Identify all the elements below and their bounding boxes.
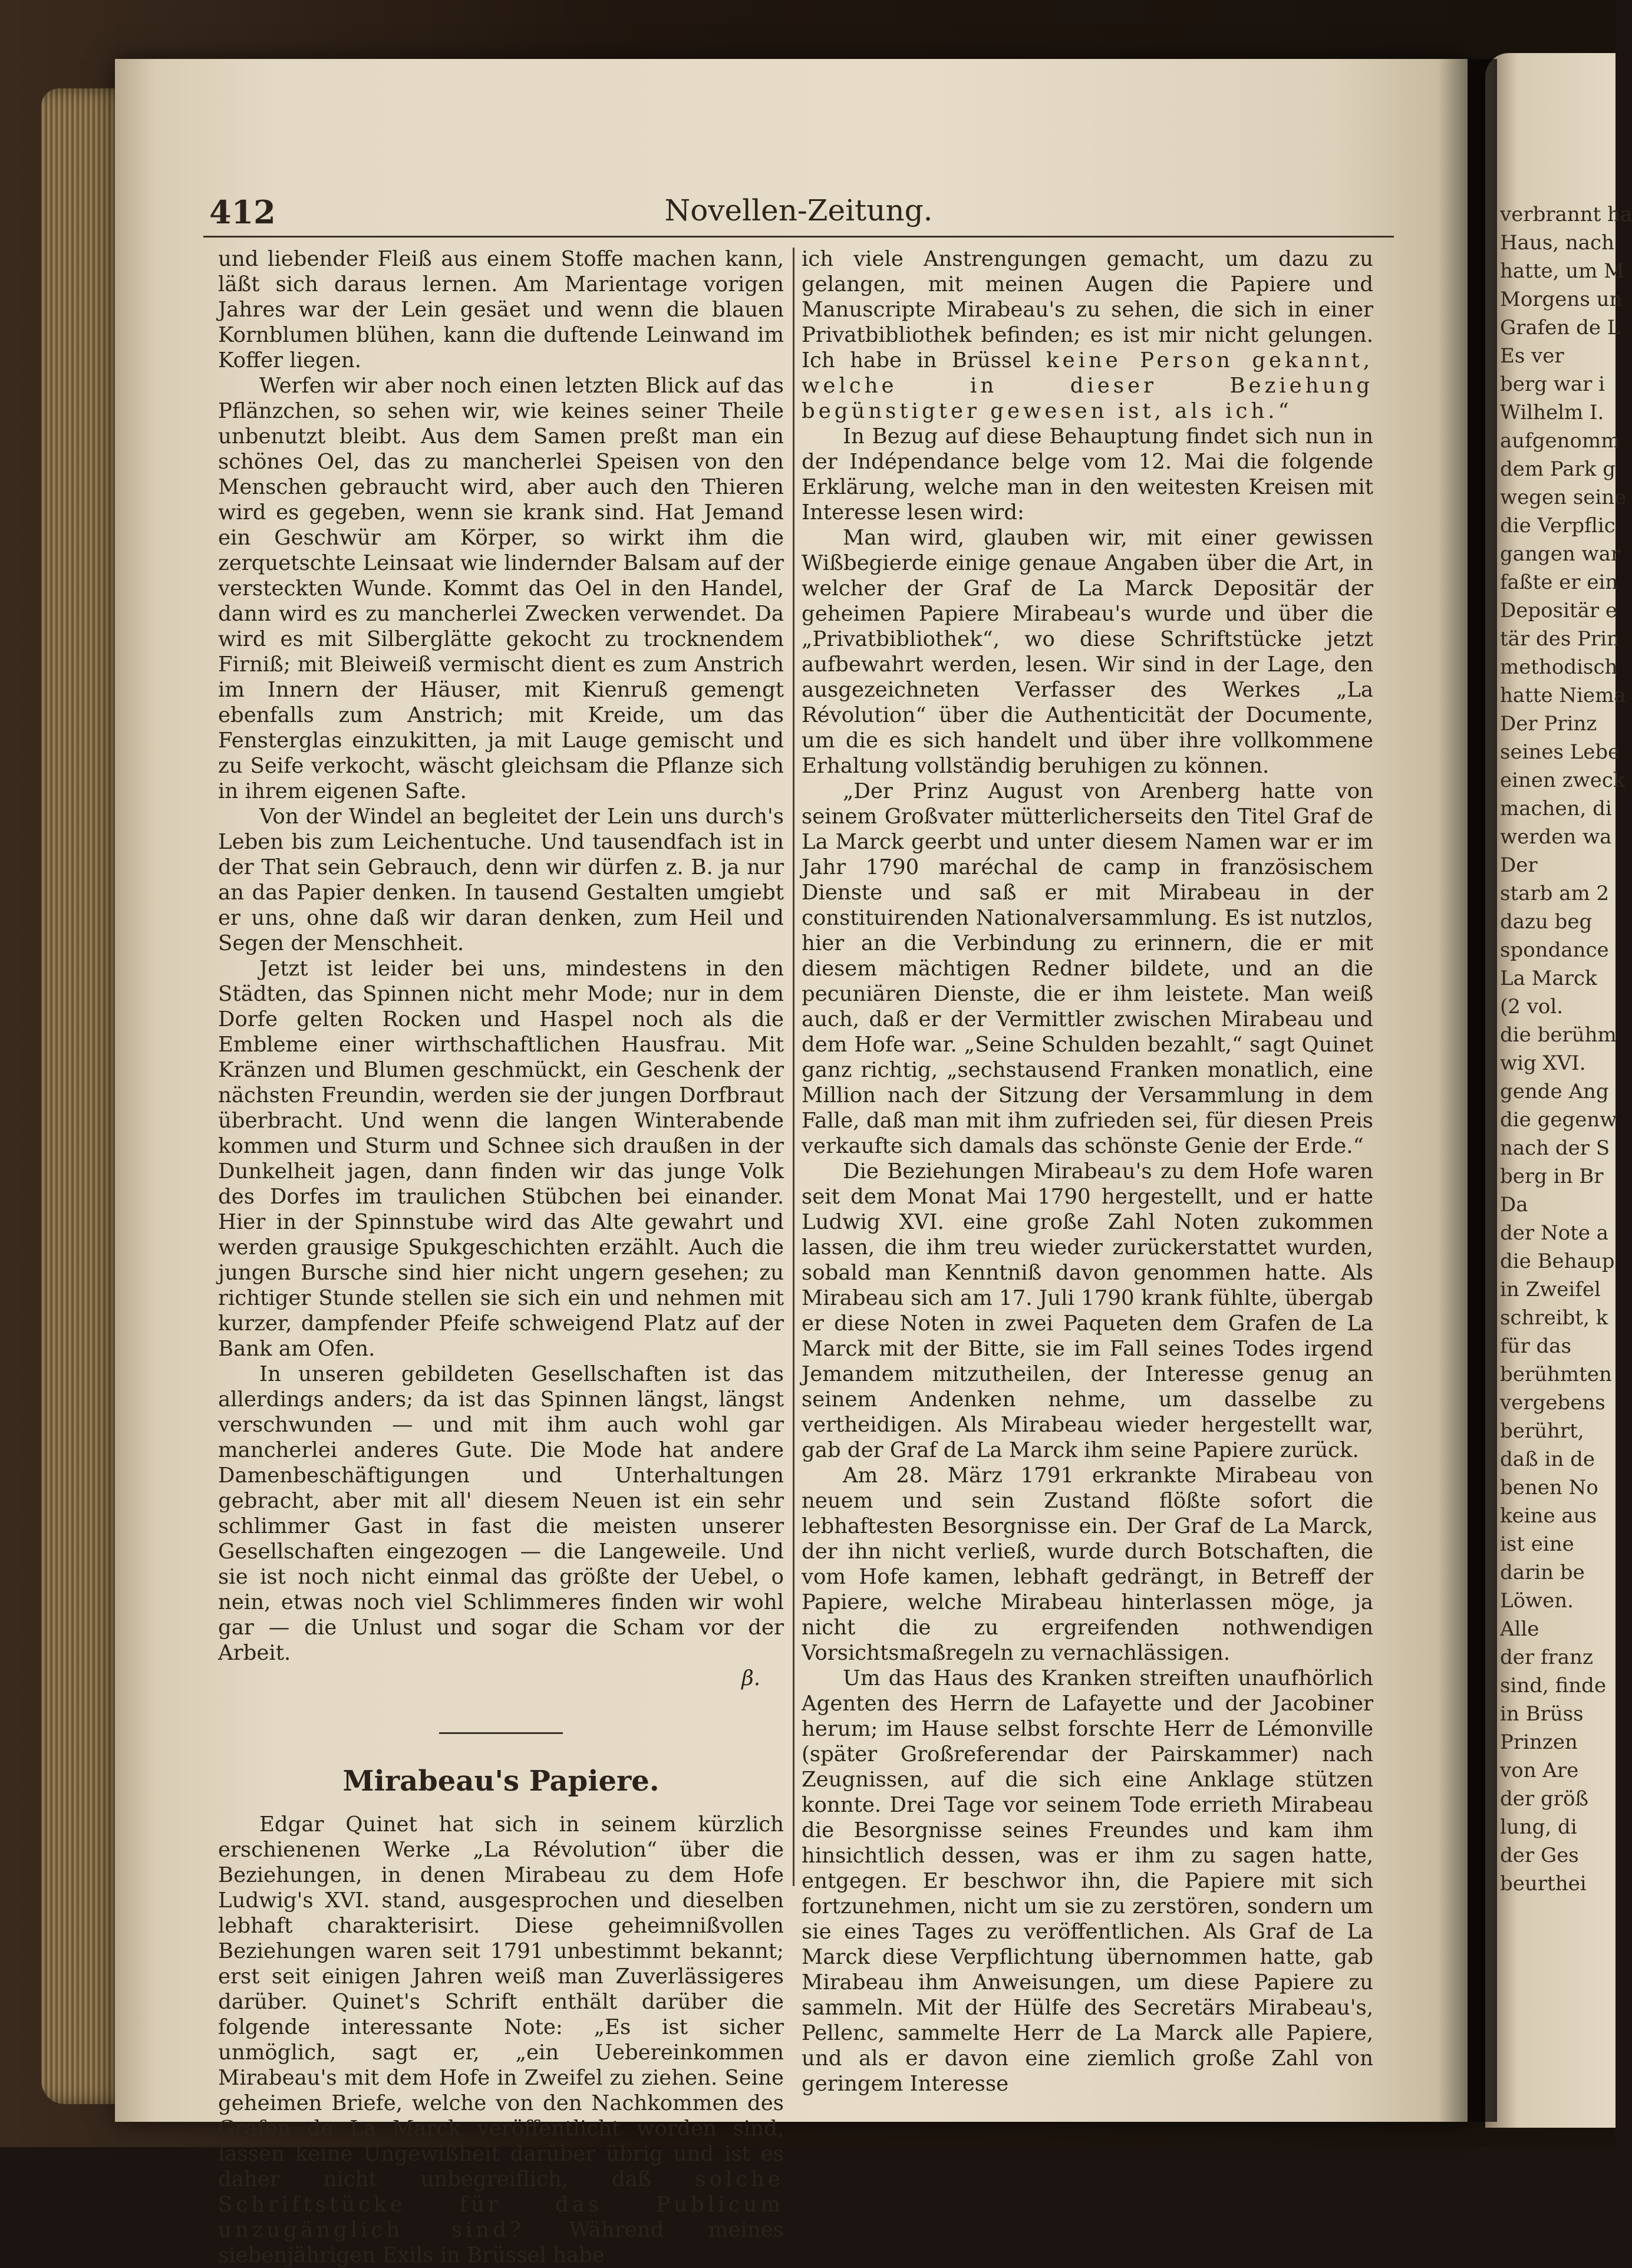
facing-page-line: Haus, nach [1500,231,1614,255]
page-header [203,189,1394,238]
facing-page-line: hatte, um M [1500,259,1624,283]
facing-page-line: die berühm [1500,1023,1617,1047]
facing-page-line: Depositär e [1500,599,1618,622]
facing-page-line: Der Prinz [1500,712,1597,736]
facing-page-line: Es ver [1500,344,1564,368]
facing-page-line: faßte er ein [1500,571,1618,594]
running-title: Novellen-Zeitung. [664,193,933,228]
facing-page-line: verbrannt ha [1500,203,1632,226]
facing-page-line: berg war i [1500,372,1605,396]
facing-page-line: berühmten [1500,1363,1612,1386]
facing-page-line: vergebens [1500,1391,1605,1415]
facing-page-line: (2 vol. [1500,995,1564,1018]
spaced-text: solche Schriftstücke für das Publicum unzugänglich sind? [218,2167,784,2242]
facing-page-line: beurthei [1500,1872,1587,1896]
paragraph: Jetzt ist leider bei uns, mindestens in den Städten, das Spinnen nicht mehr Mode; nur in dem Dorfe gelten Rocken und Haspel noch als die Embleme einer wirthschaftlichen Hausfrau. Mit Kränzen und Blumen geschmückt, ein Geschenk der nächsten Freundin, werden sie der jungen Dorfbraut überbracht. Und wenn die langen Winterabende kommen und Sturm und Schnee sich draußen in der Dunkelheit jagen, dann finden wir das junge Volk des Dorfes im traulichen Stübchen bei einander. Hier in der Spinnstube wird das Alte gewahrt und werden grausige Spukgeschichten erzählt. Auch die jungen Bursche sind hier nicht ungern gesehen; zu richtiger Stunde stellen sie sich ein und nehmen mit kurzer, dampfender Pfeife schweigend Platz auf der Bank am Ofen. [218,957,784,1361]
facing-page-line: berg in Br [1500,1165,1604,1188]
facing-page-line: Wilhelm I. [1500,401,1604,424]
facing-page-line: ist eine [1500,1532,1574,1556]
facing-page-line: benen No [1500,1476,1598,1499]
paragraph-text: Edgar Quinet hat sich in seinem kürzlich erschienenen Werke „La Révolution“ über die Beziehungen, in denen Mirabeau zu dem Hofe Ludwig's XVI. stand, ausgesprochen und dieselben lebhaft charakterisirt. Diese geheimnißvollen Beziehungen waren seit 1791 unbestimmt bekannt; erst seit einigen Jahren weiß man Zuverlässigeres darüber. Quinet's Schrift enthält darüber die folgende interessante Note: „Es ist sicher unmöglich, sagt er, „ein Uebereinkommen Mirabeau's mit dem Hofe in Zweifel zu ziehen. Seine geheimen Briefe, welche von den Nachkommen des Grafen de La Marck veröffentlicht worden sind, lassen keine Ungewißheit darüber übrig und ist es daher nicht unbegreiflich, daß [218,1812,784,2191]
facing-page-line: Löwen. [1500,1589,1574,1613]
facing-page-line: Grafen de L [1500,316,1621,339]
facing-page-line: für das [1500,1334,1572,1358]
facing-page-line: keine aus [1500,1504,1597,1528]
facing-page-line: La Marck [1500,967,1597,990]
facing-page-line: starb am 2 [1500,882,1610,905]
facing-page-line: daß in de [1500,1448,1595,1471]
facing-page-line: Da [1500,1193,1528,1217]
facing-page-line: der Note a [1500,1221,1609,1245]
facing-page-line: gende Ang [1500,1080,1609,1103]
column-divider [793,248,794,1886]
facing-page-line: in Brüss [1500,1702,1584,1726]
paragraph: In Bezug auf diese Behauptung findet sich nun in der Indépendance belge vom 12. Mai die folgende Erklärung, welche man in den weitesten Kreisen mit Interesse lesen wird: [802,424,1373,525]
paragraph: Man wird, glauben wir, mit einer gewissen Wißbegierde einige genaue Angaben über die Art, in welcher der Graf de La Marck Depositär der geheimen Papiere Mirabeau's wurde und über die „Privatbibliothek“, wo diese Schriftstücke jetzt aufbewahrt werden, lesen. Wir sind in der Lage, den ausgezeichneten Verfasser des Werkes „La Révolution“ über die Authenticität der Documente, um die es sich handelt und über ihre vollkommene Erhaltung vollständig beruhigen zu können. [802,526,1373,778]
paragraph: „Der Prinz August von Arenberg hatte von seinem Großvater mütterlicherseits den Titel Graf de La Marck geerbt und unter diesem Namen war er im Jahr 1790 maréchal de camp in französischem Dienste und saß er mit Mirabeau in der constituirenden Nationalversammlung. Es ist nutzlos, hier an die Verbindung zu erinnern, die er mit diesem mächtigen Redner bildete, und an die pecuniären Dienste, die er ihm leistete. Man weiß auch, daß er der Vermittler zwischen Mirabeau und dem Hofe war. „Seine Schulden bezahlt,“ sagt Quinet ganz richtig, „sechstausend Franken monatlich, eine Million nach der Sitzung der Versammlung in dem Falle, daß man mit ihm zufrieden sei, für diesen Preis verkaufte sich damals das schönste Genie der Erde.“ [802,779,1373,1158]
facing-page-line: die gegenw [1500,1108,1617,1132]
facing-page-line: aufgenomm [1500,429,1620,453]
facing-page-line: die Verpflic [1500,514,1615,538]
paragraph: Um das Haus des Kranken streiften unaufhörlich Agenten des Herrn de Lafayette und der Jacobiner herum; im Hause selbst forschte Herr de Lémonville (später Großreferendar der Pairskammer) nach Zeugnissen, auf die sich eine Anklage stützen konnte. Drei Tage vor seinem Tode errieth Mirabeau die Besorgnisse seines Freundes und kam ihm hinsichtlich dessen, was er ihm zu sagen hatte, entgegen. Er beschwor ihn, die Papiere mit sich fortzunehmen, nicht um sie zu zerstören, sondern um sie eines Tages zu veröffentlichen. Als Graf de La Marck diese Verpflichtung übernommen hatte, gab Mirabeau ihm Anweisungen, um diese Papiere zu sammeln. Mit der Hülfe des Secretärs Mirabeau's, Pellenc, sammelte Herr de La Marck alle Papiere, und als er davon eine ziemlich große Zahl von geringem Interesse [802,1666,1373,2096]
paragraph: In unseren gebildeten Gesellschaften ist das allerdings anders; da ist das Spinnen längst, längst verschwunden — und mit ihm auch wohl gar mancherlei anderes Gute. Die Mode hat andere Damenbeschäftigungen und Unterhaltungen gebracht, aber mit all' diesem Neuen ist ein sehr schlimmer Gast in fast die meisten unserer Gesellschaften eingezogen — die Langeweile. Und sie ist noch nicht einmal das größte der Uebel, o nein, etwas noch viel Schlimmeres finden wir wohl gar — die Unlust und sogar die Scham vor der Arbeit. [218,1362,784,1665]
facing-page-line: nach der S [1500,1136,1610,1160]
paragraph-text: ich viele Anstrengungen gemacht, um dazu zu gelangen, mit meinen Augen die Papiere und Manuscripte Mirabeau's zu sehen, die sich in einer Privatbibliothek befinden; es ist mir nicht gelungen. Ich habe in Brüssel [802,247,1373,372]
facing-page-line: dazu beg [1500,910,1593,934]
facing-page-line: der größ [1500,1787,1589,1811]
facing-page-line: von Are [1500,1759,1579,1782]
facing-page-line: Der [1500,853,1538,877]
facing-page-line: tär des Prin [1500,627,1620,651]
facing-page-line: Prinzen [1500,1730,1578,1754]
facing-page-line: lung, di [1500,1815,1577,1839]
paragraph: Am 28. März 1791 erkrankte Mirabeau von neuem und sein Zustand flößte sofort die lebhaftesten Besorgnisse ein. Der Graf de La Marck, der ihn nicht verließ, wurde durch Botschaften, die vom Hofe kamen, lebhaft gedrängt, in Betreff der Papiere, welche Mirabeau hinterlassen möge, ja nicht die zu ergreifenden nothwendigen Vorsichtsmaßregeln zu vernachlässigen. [802,1463,1373,1665]
facing-page-line: spondance [1500,938,1609,962]
facing-page-line: machen, di [1500,797,1612,820]
left-column [218,246,784,2268]
paragraph-text: Während meines siebenjährigen Exils in Brüssel habe [218,2218,784,2267]
section-divider [439,1732,563,1734]
facing-page-line: in Zweifel [1500,1278,1601,1301]
paragraph: und liebender Fleiß aus einem Stoffe machen kann, läßt sich daraus lernen. Am Marientage vorigen Jahres war der Lein gesäet und wenn die blauen Kornblumen blühen, kann die duftende Leinwand im Koffer liegen. [218,247,784,372]
facing-page-line: werden wa [1500,825,1612,849]
section-title: Mirabeau's Papiere. [342,1765,660,1798]
paragraph: Die Beziehungen Mirabeau's zu dem Hofe waren seit dem Monat Mai 1790 hergestellt, und er hatte Ludwig XVI. eine große Zahl Noten zukommen lassen, die ihm treu wieder zurückerstattet wurden, sobald man Kenntniß davon genommen hatte. Als Mirabeau sich am 17. Juli 1790 krank fühlte, übergab er diese Noten in zwei Paqueten dem Grafen de La Marck mit der Bitte, sie im Fall seines Todes irgend Jemandem mitzutheilen, der Interesse genug an seinem Andenken nehme, um dasselbe zu vertheidigen. Als Mirabeau wieder hergestellt war, gab der Graf de La Marck ihm seine Papiere zurück. [802,1159,1373,1462]
facing-page-line: sind, finde [1500,1674,1607,1697]
gutter-shadow [1438,59,1497,2122]
paragraph [802,246,1373,424]
facing-page-line: seines Lebe [1500,740,1620,764]
facing-page-line: dem Park g [1500,457,1615,481]
facing-page-line: die Behaup [1500,1250,1615,1273]
facing-page-line: darin be [1500,1561,1585,1584]
author-signature: β. [741,1666,760,1690]
facing-page-line: der franz [1500,1646,1593,1669]
facing-page-line: gangen war [1500,542,1621,566]
right-column [802,246,1373,2096]
facing-page-line: methodisch [1500,655,1618,679]
paragraph: Werfen wir aber noch einen letzten Blick auf das Pflänzchen, so sehen wir, wie keines seiner Theile unbenutzt bleibt. Aus dem Samen preßt man ein schönes Oel, das zu mancherlei Speisen von den Menschen gebraucht wird, aber auch den Thieren wird es gegeben, wenn sie krank sind. Hat Jemand ein Geschwür am Körper, so wirkt ihm die zerquetschte Leinsaat wie lindernder Balsam auf der versteckten Wunde. Kommt das Oel in den Handel, dann wird es zu mancherlei Zwecken verwendet. Da wird es mit Silberglätte gekocht zu trocknendem Firniß; mit Bleiweiß vermischt dient es zum Anstrich im Innern der Häuser, mit Kienruß gemengt ebenfalls zum Anstrich; mit Kreide, um das Fensterglas einzukitten, ja mit Lauge gemischt und zu Seife verkocht, wäscht gleichsam die Pflanze sich in ihrem eigenen Safte. [218,374,784,803]
facing-page-line: wegen seine [1500,486,1627,509]
facing-page-line: hatte Niema [1500,684,1626,707]
facing-page-line: Alle [1500,1617,1539,1641]
spaced-text: keine Person gekannt, welche in dieser Beziehung begünstigter gewesen ist, als ich.“ [802,348,1374,423]
page-number: 412 [209,193,276,231]
facing-page-line: wig XVI. [1500,1051,1586,1075]
facing-page-line: einen zweck [1500,769,1626,792]
facing-page-line: der Ges [1500,1844,1579,1867]
paragraph [218,1812,784,2268]
paragraph: Von der Windel an begleitet der Lein uns durch's Leben bis zum Leichentuche. Und tausendfach ist in der That sein Gebrauch, denn wir dürfen z. B. ja nur an das Papier denken. In tausend Gestalten umgiebt er uns, ohne daß wir daran denken, zum Heil und Segen der Menschheit. [218,805,784,955]
facing-page-line: schreibt, k [1500,1306,1608,1330]
facing-page-line: berührt, [1500,1419,1584,1443]
facing-page-text [1500,200,1632,1898]
facing-page-line: Morgens un [1500,288,1623,311]
